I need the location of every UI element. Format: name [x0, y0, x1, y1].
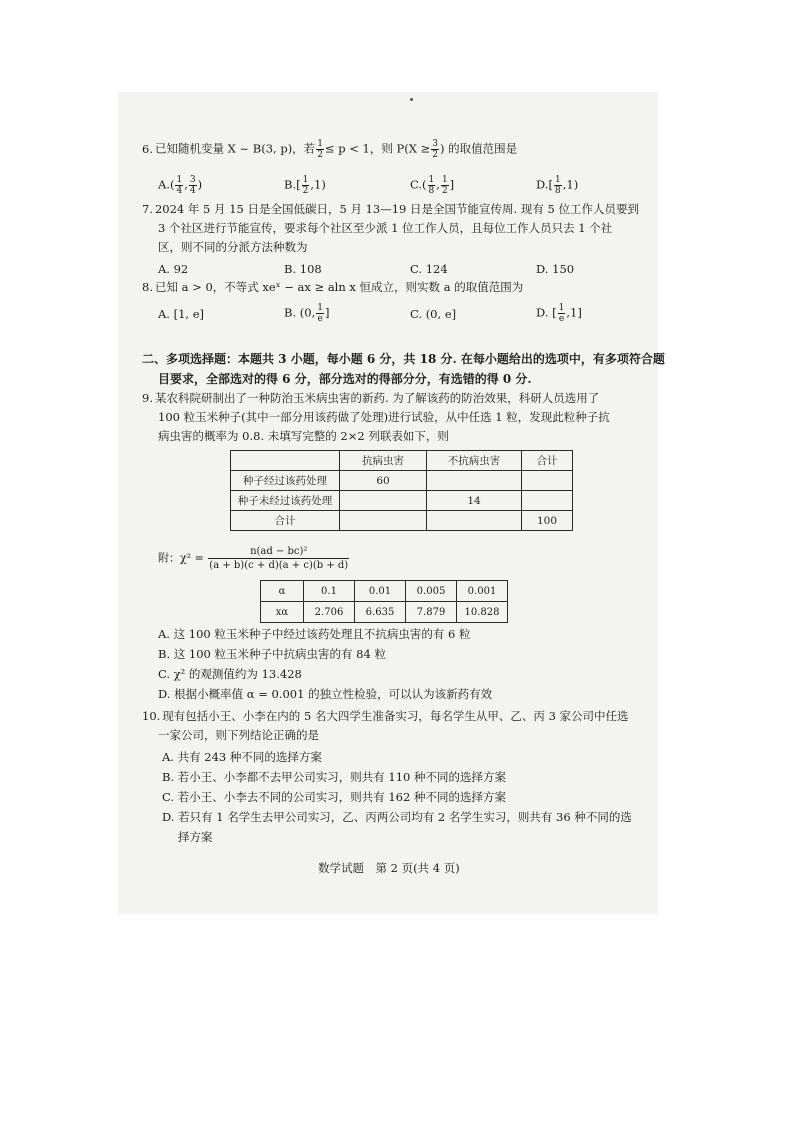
contingency-table	[230, 450, 573, 531]
scan-speck	[410, 98, 413, 101]
q8-option-d: D. [ $\frac{1}{e}$ ,1]	[536, 303, 582, 324]
q9-option-a: A. 这 100 粒玉米种子中经过该药处理且不抗病虫害的有 6 粒	[158, 627, 471, 641]
q6-option-c: C.( $\frac{1}{8}$ , $\frac{1}{2}$ ]	[410, 175, 455, 196]
q10-option-b: B. 若小王、小李都不去甲公司实习，则共有 110 种不同的选择方案	[162, 770, 507, 784]
question-7-line-1: 7. 2024 年 5 月 15 日是全国低碳日，5 月 13—19 日是全国节能宣传周. 现有 5 位工作人员要到	[142, 202, 639, 216]
chi-square-formula: 附：χ² = $\frac{\text{n(ad − bc)²}}{(a + b)(c + d)(a + c)(b + d)}$	[158, 546, 349, 571]
critical-value-table	[260, 580, 508, 623]
q9-option-b: B. 这 100 粒玉米种子中抗病虫害的有 84 粒	[158, 647, 386, 661]
question-7-line-3: 区，则不同的分派方法种数为	[158, 240, 308, 254]
table-header-row: 抗病虫害 不抗病虫害 合计	[231, 451, 573, 471]
q7-option-b: B. 108	[284, 262, 322, 276]
fraction-one-half: $\frac{1}{2}$	[317, 139, 323, 160]
question-10-line-1: 10. 现有包括小王、小李在内的 5 名大四学生准备实习，每名学生从甲、乙、丙 3 家公司中任选	[142, 709, 629, 723]
q8-option-b: B. (0, $\frac{1}{e}$ ]	[284, 303, 330, 324]
q10-option-d-continued: 择方案	[178, 830, 213, 844]
q9-option-c: C. χ² 的观测值约为 13.428	[158, 667, 302, 681]
q10-option-c: C. 若小王、小李去不同的公司实习，则共有 162 种不同的选择方案	[162, 790, 506, 804]
q7-option-c: C. 124	[410, 262, 448, 276]
question-8-options	[158, 303, 638, 325]
question-8-stem: 8. 已知 a > 0，不等式 xeˣ − ax ≥ aln x 恒成立，则实数 a 的取值范围为	[142, 280, 524, 294]
question-9-line-3: 病虫害的概率为 0.8. 未填写完整的 2×2 列联表如下，则	[158, 429, 449, 443]
q7-option-a: A. 92	[158, 262, 189, 276]
q6-option-a: A.( $\frac{1}{4}$ , $\frac{3}{4}$ )	[158, 175, 203, 196]
question-9-line-1: 9. 某农科院研制出了一种防治玉米病虫害的新药. 为了解该药的防治效果，科研人员选用了	[142, 391, 600, 405]
table-row: 种子未经过该药处理 14	[231, 491, 573, 511]
section-2-heading-line-1: 二、多项选择题：本题共 3 小题，每小题 6 分，共 18 分. 在每小题给出的选项中，有多项符合题	[142, 352, 665, 366]
q10-option-d: D. 若只有 1 名学生去甲公司实习，乙、丙两公司均有 2 名学生实习，则共有 36 种不同的选	[162, 810, 632, 824]
question-10-line-2: 一家公司，则下列结论正确的是	[158, 728, 319, 742]
page-footer: 数学试题 第 2 页(共 4 页)	[318, 861, 460, 875]
q8-option-c: C. (0, e]	[410, 307, 457, 321]
question-9-line-2: 100 粒玉米种子(其中一部分用该药做了处理)进行试验，从中任选 1 粒，发现此粒种子抗	[158, 410, 610, 424]
q9-option-d: D. 根据小概率值 α = 0.001 的独立性检验，可以认为该新药有效	[158, 687, 493, 701]
question-7-line-2: 3 个社区进行节能宣传，要求每个社区至少派 1 位工作人员，且每位工作人员只去 1 个社	[158, 221, 613, 235]
table-row: α 0.1 0.01 0.005 0.001	[261, 581, 508, 602]
q6-option-b: B.[ $\frac{1}{2}$ ,1)	[284, 175, 326, 196]
fraction-three-halves: $\frac{3}{2}$	[432, 139, 438, 160]
table-row: 合计 100	[231, 511, 573, 531]
q10-option-a: A. 共有 243 种不同的选择方案	[162, 750, 322, 764]
q8-option-a: A. [1, e]	[158, 307, 205, 321]
question-6-options	[158, 175, 638, 197]
section-2-heading-line-2: 目要求，全部选对的得 6 分，部分选对的得部分分，有选错的得 0 分.	[158, 372, 532, 386]
q6-option-d: D.[ $\frac{1}{8}$ ,1)	[536, 175, 579, 196]
table-row: xα 2.706 6.635 7.879 10.828	[261, 602, 508, 623]
question-6-stem: 6. 已知随机变量 X ~ B(3, p)，若 $\frac{1}{2}$ ≤ p < 1，则 P(X ≥ $\frac{3}{2}$ ) 的取值范围是	[142, 139, 518, 160]
q7-option-d: D. 150	[536, 262, 575, 276]
table-row: 种子经过该药处理 60	[231, 471, 573, 491]
